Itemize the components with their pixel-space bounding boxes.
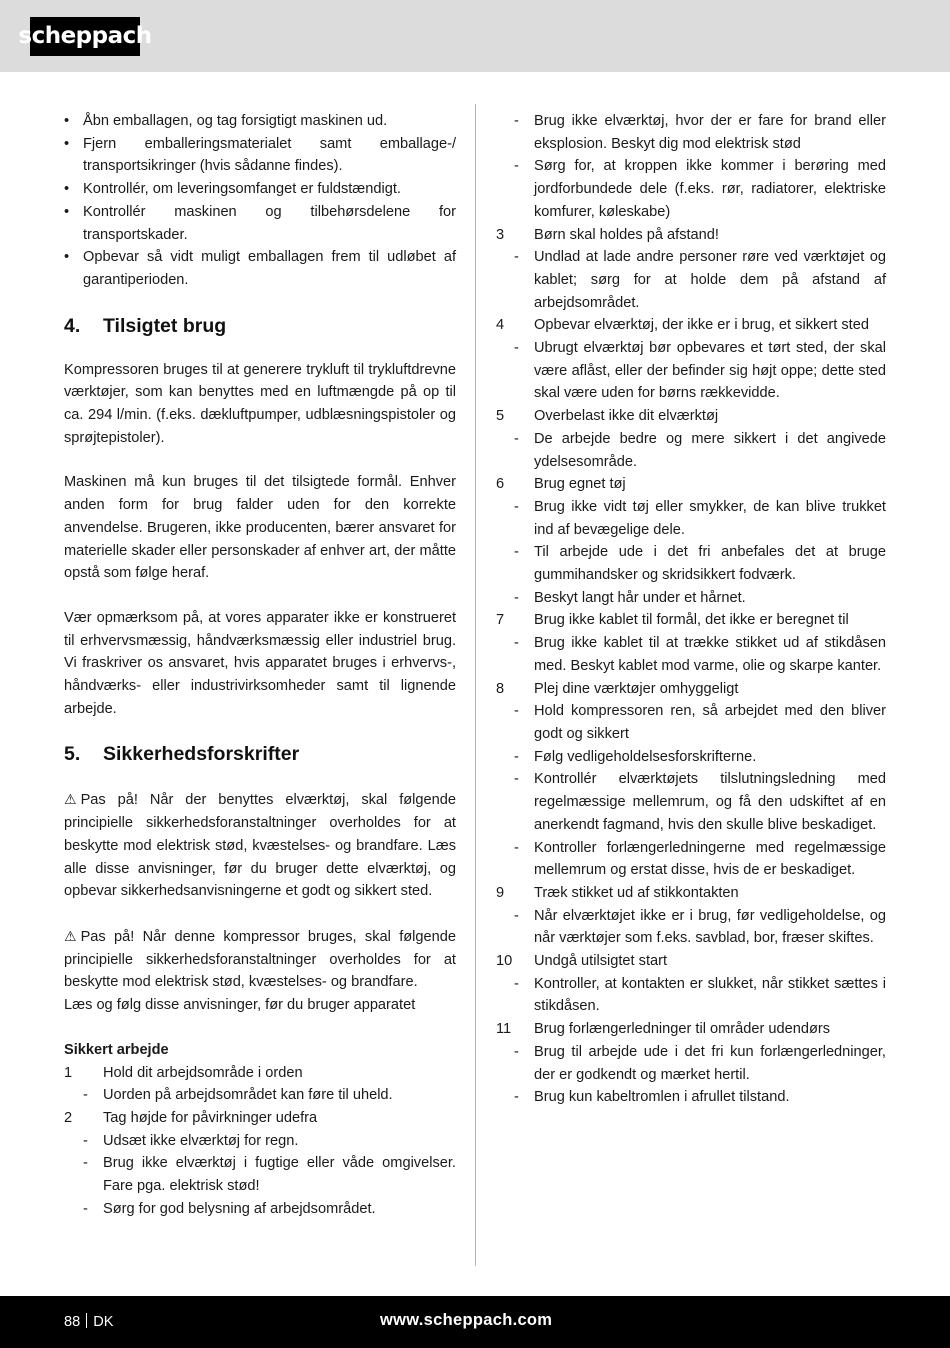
left-column [64, 110, 456, 1220]
dash-item: - Brug til arbejde ude i det fri kun forlængerledninger, der er godkendt og mærket hertil. [514, 1043, 886, 1083]
dash-item: - Brug kun kabeltromlen i afrullet tilstand. [514, 1089, 790, 1106]
dash-item: - Ubrugt elværktøj bør opbevares et tørt sted, der skal være aflåst, eller der befinder sig højt oppe; dette sted skal være uden for børns rækkevidde. [514, 340, 886, 402]
numbered-item: 11 Brug forlængerledninger til områder udendørs [496, 1021, 831, 1038]
dash-item: - Kontroller, at kontakten er slukket, når stikket sættes i stikdåsen. [514, 975, 886, 1015]
numbered-item: 6 Brug egnet tøj [496, 476, 626, 493]
header-bar [0, 0, 950, 72]
section-4-heading: 4. Tilsigtet brug [64, 314, 227, 337]
dash-item: - Uorden på arbejdsområdet kan føre til uheld. [83, 1087, 393, 1104]
page-number: 88 DK [64, 1314, 114, 1330]
list-item: • Åbn emballagen, og tag forsigtigt maskinen ud. [64, 113, 388, 129]
footer-bar [0, 1296, 950, 1348]
website-url: www.scheppach.com [380, 1311, 553, 1329]
numbered-item: 10 Undgå utilsigtet start [496, 953, 668, 970]
list-item: • Kontrollér maskinen og tilbehørsdelene for transportskader. [64, 203, 456, 243]
dash-item: - Brug ikke elværktøj i fugtige eller våde omgivelser. Fare pga. elektrisk stød! [83, 1155, 456, 1195]
dash-item: - Sørg for, at kroppen ikke kommer i berøring med jordforbundede dele (f.eks. rør, radiatorer, elektriske komfurer, køleskabe) [514, 158, 886, 220]
intended-use-paragraph: Kompressoren bruges til at generere trykluft til trykluftdrevne værktøjer, som kan benyttes med en luftmængde på op til ca. 294 l/min. (f.eks. dækluftpumper, udblæsningspistoler og sprøjtepistoler). [64, 361, 456, 446]
footer-separator [86, 1313, 87, 1328]
dash-item: - Brug ikke kablet til at trække stikket ud af stikdåsen med. Beskyt kablet mod varme, olie og skarpe kanter. [514, 635, 886, 674]
unpacking-bullet-list [64, 110, 456, 292]
right-column [496, 110, 886, 1109]
dash-item: - Hold kompressoren ren, så arbejdet med den bliver godt og sikkert [514, 703, 886, 742]
dash-item: - Kontrollér elværktøjets tilslutningsledning med regelmæssige mellemrum, og få den udskiftet af en anerkendt fagmand, hvis den skulle blive beskadiget. [514, 771, 886, 833]
safe-work-subheading: Sikkert arbejde [64, 1041, 169, 1058]
numbered-item: 4 Opbevar elværktøj, der ikke er i brug, et sikkert sted [496, 317, 869, 334]
column-divider [475, 104, 476, 1266]
dash-item: - Brug ikke elværktøj, hvor der er fare for brand eller eksplosion. Beskyt dig mod elektrisk stød [514, 113, 886, 152]
section-5-heading: 5. Sikkerhedsforskrifter [64, 743, 300, 766]
dash-item: - Undlad at lade andre personer røre ved værktøjet og kablet; sørg for at holde dem på afstand af arbejdsområdet. [514, 249, 886, 311]
warning-paragraph-continued: Læs og følg disse anvisninger, før du bruger apparatet [64, 997, 416, 1014]
dash-item: - Følg vedligeholdelsesforskrifterne. [514, 748, 757, 765]
numbered-item: 1 Hold dit arbejdsområde i orden [64, 1064, 303, 1081]
numbered-item: 3 Børn skal holdes på afstand! [496, 226, 719, 243]
warning-triangle-icon: ⚠ [64, 927, 77, 944]
dash-item: - Når elværktøjet ikke er i brug, før vedligeholdelse, og når værktøjer som f.eks. savblad, bor, fræser skiftes. [514, 907, 886, 947]
warning-paragraph: ⚠ Pas på! Når der benyttes elværktøj, skal følgende principielle sikkerhedsforanstaltninger overholdes for at beskytte mod elektrisk stød, kvæstelses- og brandfare. Læs alle disse anvisninger, før du bruger dette elværktøj, og opbevar sikkerhedsanvisningerne et godt og sikkert sted. [64, 788, 456, 903]
dash-item: - Sørg for god belysning af arbejdsområdet. [83, 1200, 376, 1217]
list-item: • Kontrollér, om leveringsomfanget er fuldstændigt. [64, 181, 401, 198]
scheppach-logo: scheppach [30, 17, 140, 56]
numbered-item: 5 Overbelast ikke dit elværktøj [496, 408, 719, 425]
dash-item: - Beskyt langt hår under et hårnet. [514, 589, 746, 606]
dash-item: - Kontroller forlængerledningerne med regelmæssige mellemrum og erstat disse, hvis de er beskadiget. [514, 839, 886, 879]
warning-paragraph: ⚠ Pas på! Når denne kompressor bruges, skal følgende principielle sikkerhedsforanstaltninger overholdes for at beskytte mod elektrisk stød, kvæstelses- og brandfare. [64, 925, 456, 994]
dash-item: - Brug ikke vidt tøj eller smykker, de kan blive trukket ind af bevægelige dele. [514, 498, 886, 538]
intended-use-paragraph: Maskinen må kun bruges til det tilsigtede formål. Enhver anden form for brug falder uden for den korrekte anvendelse. Brugeren, ikke producenten, bærer ansvaret for materielle skader eller personskader af enhver art, der måtte opstå som følge heraf. [64, 474, 456, 582]
numbered-item: 7 Brug ikke kablet til formål, det ikke er beregnet til [496, 612, 849, 629]
warning-triangle-icon: ⚠ [64, 791, 77, 808]
numbered-item: 2 Tag højde for påvirkninger udefra [64, 1109, 318, 1126]
numbered-item: 8 Plej dine værktøjer omhyggeligt [496, 680, 739, 697]
dash-item: - De arbejde bedre og mere sikkert i det angivede ydelsesområde. [514, 430, 886, 470]
intended-use-paragraph: Vær opmærksom på, at vores apparater ikke er konstrueret til erhvervsmæssig, håndværksmæssig eller industriel brug. Vi fraskriver os ansvaret, hvis apparatet bruges i erhvervs-, håndværks- eller industrivirksomheder samt til lignende arbejde. [64, 609, 456, 717]
list-item: • Fjern emballeringsmaterialet samt emballage-/ transportsikringer (hvis sådanne findes). [64, 135, 456, 175]
numbered-item: 9 Træk stikket ud af stikkontakten [496, 884, 739, 901]
list-item: • Opbevar så vidt muligt emballagen frem til udløbet af garantiperioden. [64, 249, 456, 288]
dash-item: - Udsæt ikke elværktøj for regn. [83, 1132, 299, 1149]
dash-item: - Til arbejde ude i det fri anbefales det at bruge gummihandsker og skridsikkert fodværk. [514, 544, 886, 584]
